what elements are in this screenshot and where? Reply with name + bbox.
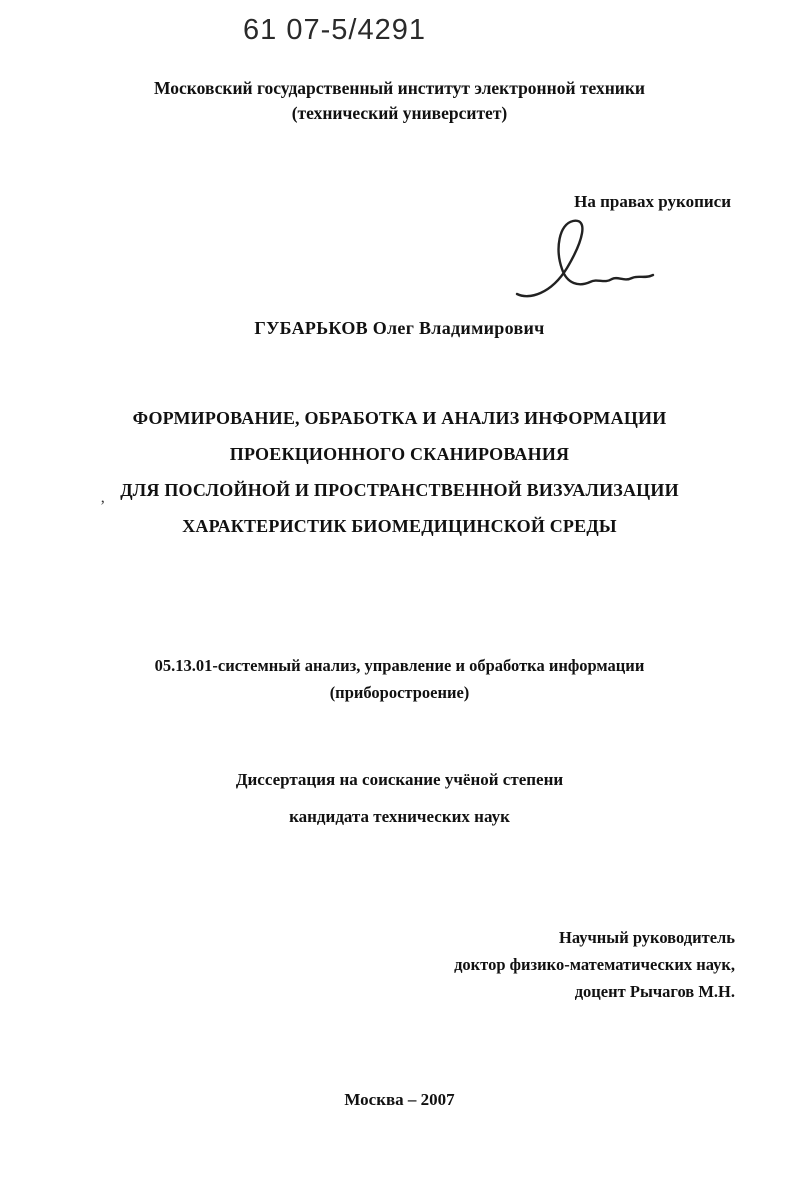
supervisor-degree: доктор физико-математических наук,	[454, 955, 735, 974]
manuscript-rights-note: На правах рукописи	[574, 192, 731, 211]
signature-icon	[505, 212, 665, 312]
title-line: ПРОЕКЦИОННОГО СКАНИРОВАНИЯ	[229, 444, 570, 464]
author-name: ГУБАРЬКОВ Олег Владимирович	[254, 318, 545, 338]
specialty-block	[0, 652, 799, 706]
supervisor-name: доцент Рычагов М.Н.	[574, 982, 735, 1001]
dissertation-title	[0, 400, 799, 544]
title-line: ХАРАКТЕРИСТИК БИОМЕДИЦИНСКОЙ СРЕДЫ	[182, 516, 617, 536]
institution-subtitle: (технический университет)	[291, 103, 508, 123]
degree-statement-line-2: кандидата технических наук	[289, 807, 510, 826]
scan-artifact-mark: ’	[100, 498, 106, 515]
specialty-code: 05.13.01-системный анализ, управление и обработка информации	[154, 656, 645, 675]
degree-statement-line-1: Диссертация на соискание учёной степени	[235, 770, 564, 789]
institution-block	[0, 76, 799, 126]
supervisor-block	[0, 924, 799, 1005]
specialty-subtitle: (приборостроение)	[329, 683, 470, 702]
city-and-year: Москва – 2007	[344, 1090, 455, 1109]
supervisor-label: Научный руководитель	[559, 928, 735, 947]
signature	[505, 212, 665, 312]
title-line: ДЛЯ ПОСЛОЙНОЙ И ПРОСТРАНСТВЕННОЙ ВИЗУАЛИЗАЦИИ	[120, 480, 679, 500]
catalog-number: 61 07-5/4291	[243, 14, 426, 46]
institution-name: Московский государственный институт электронной техники	[153, 78, 646, 98]
title-line: ФОРМИРОВАНИЕ, ОБРАБОТКА И АНАЛИЗ ИНФОРМАЦИИ	[132, 408, 667, 428]
